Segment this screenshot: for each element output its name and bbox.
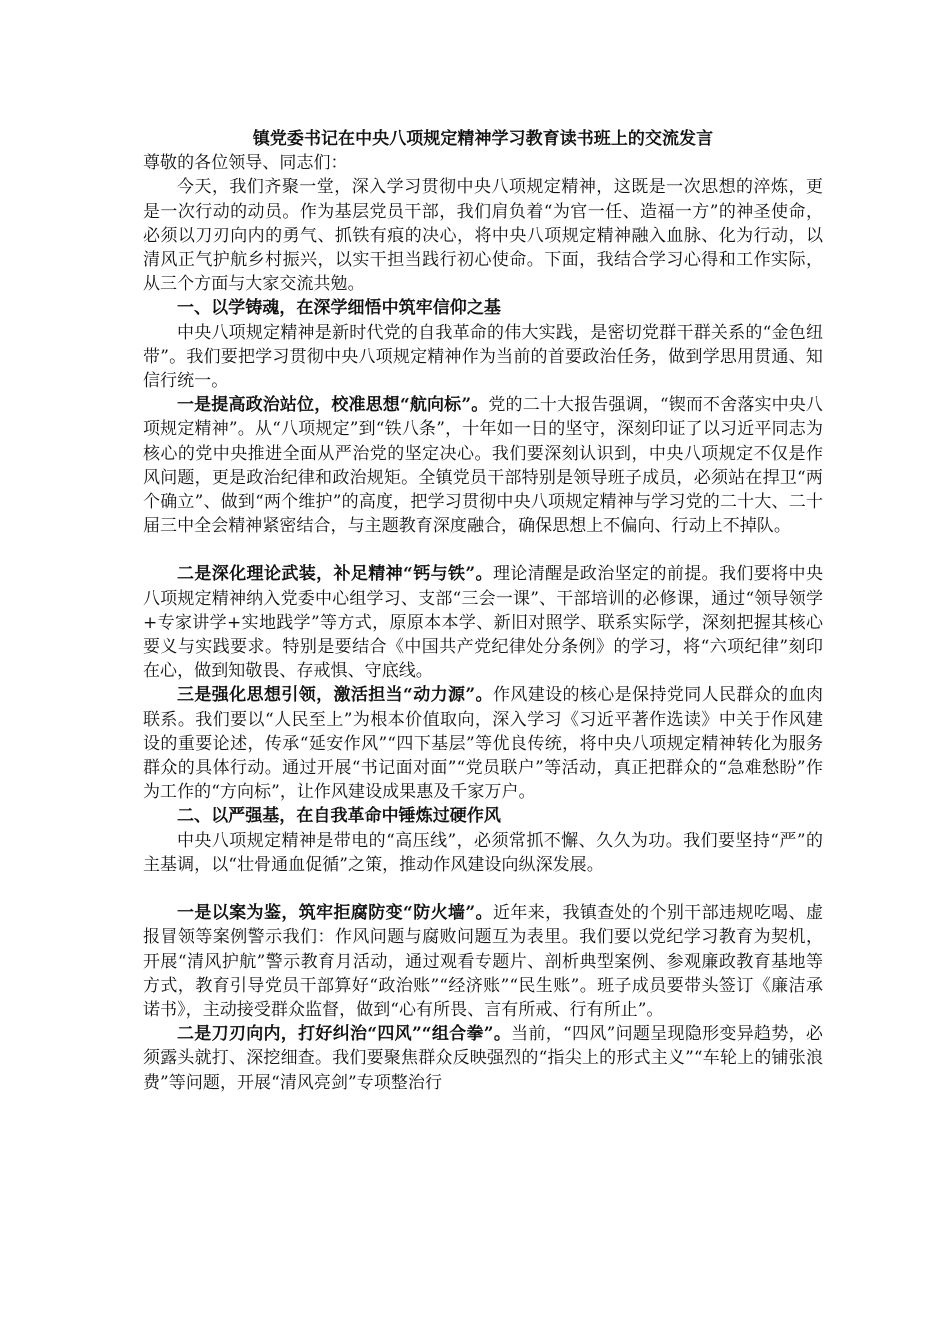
paragraph-5-lead: 二是刀刃向内，打好纠治“四风”“组合拳”。	[177, 1024, 512, 1045]
paragraph-4	[143, 901, 823, 1022]
paragraph-2	[143, 562, 823, 683]
paragraph-5-body: 当前，“四风”问题呈现隐形变异趋势，必须露头就打、深挖细查。我们要聚焦群众反映强烈的“指尖上的形式主义”“车轮上的铺张浪费”等问题，开展“清风亮剑”专项整治行	[143, 1024, 823, 1093]
paragraph-5	[143, 1022, 823, 1095]
document-page	[143, 127, 823, 1095]
document-title: 镇党委书记在中央八项规定精神学习教育读书班上的交流发言	[252, 129, 714, 149]
paragraph-1	[143, 393, 823, 538]
paragraph-1-lead: 一是提高政治站位，校准思想“航向标”。	[177, 395, 489, 416]
salutation: 尊敬的各位领导、同志们：	[143, 153, 348, 174]
paragraph-4-lead: 一是以案为鉴，筑牢拒腐防变“防火墙”。	[177, 903, 493, 924]
paragraph-3-body: 作风建设的核心是保持党同人民群众的血肉联系。我们要以“人民至上”为根本价值取向，深入学习《习近平著作选读》中关于作风建设的重要论述，传承“延安作风”“四下基层”等优良传统，将中央八项规定精神转化为服务群众的具体行动。通过开展“书记面对面”“党员联户”等活动，真正把群众的“急难愁盼”作为工作的“方向标”，让作风建设成果惠及千家万户。	[143, 685, 823, 803]
paragraph-3	[143, 683, 823, 804]
paragraph-gap	[143, 538, 823, 562]
intro-paragraph: 今天，我们齐聚一堂，深入学习贯彻中央八项规定精神，这既是一次思想的淬炼，更是一次行动的动员。作为基层党员干部，我们肩负着“为官一任、造福一方”的神圣使命，必须以刀刃向内的勇气、抓铁有痕的决心，将中央八项规定精神融入血脉、化为行动，以清风正气护航乡村振兴，以实干担当践行初心使命。下面，我结合学习心得和工作实际，从三个方面与大家交流共勉。	[143, 177, 823, 295]
paragraph-1-body: 党的二十大报告强调，“锲而不舍落实中央八项规定精神”。从“八项规定”到“铁八条”，十年如一日的坚守，深刻印证了以习近平同志为核心的党中央推进全面从严治党的坚定决心。我们要深刻认识到，中央八项规定不仅是作风问题，更是政治纪律和政治规矩。全镇党员干部特别是领导班子成员，必须站在捍卫“两个确立”、做到“两个维护”的高度，把学习贯彻中央八项规定精神与学习党的二十大、二十届三中全会精神紧密结合，与主题教育深度融合，确保思想上不偏向、行动上不掉队。	[143, 395, 823, 537]
section-1-intro: 中央八项规定精神是新时代党的自我革命的伟大实践，是密切党群干群关系的“金色纽带”。我们要把学习贯彻中央八项规定精神作为当前的首要政治任务，做到学思用贯通、知信行统一。	[143, 322, 823, 392]
paragraph-2-body: 理论清醒是政治坚定的前提。我们要将中央八项规定精神纳入党委中心组学习、支部“三会一课”、干部培训的必修课，通过“领导领学+专家讲学+实地践学”等方式，原原本本学、新旧对照学、联系实际学，深刻把握其核心要义与实践要求。特别是要结合《中国共产党纪律处分条例》的学习，将“六项纪律”刻印在心，做到知敬畏、存戒惧、守底线。	[143, 564, 823, 682]
paragraph-gap	[143, 877, 823, 901]
paragraph-2-lead: 二是深化理论武装，补足精神“钙与铁”。	[177, 564, 493, 585]
paragraph-4-body: 近年来，我镇查处的个别干部违规吃喝、虚报冒领等案例警示我们：作风问题与腐败问题互为表里。我们要以党纪学习教育为契机，开展“清风护航”警示教育月活动，通过观看专题片、剖析典型案例、参观廉政教育基地等方式，教育引导党员干部算好“政治账”“经济账”“民生账”。班子成员要带头签订《廉洁承诺书》，主动接受群众监督，做到“心有所畏、言有所戒、行有所止”。	[143, 903, 823, 1020]
section-1-heading: 一、以学铸魂，在深学细悟中筑牢信仰之基	[177, 298, 501, 319]
section-2-heading: 二、以严强基，在自我革命中锤炼过硬作风	[177, 806, 501, 827]
section-2-intro: 中央八项规定精神是带电的“高压线”，必须常抓不懈、久久为功。我们要坚持“严”的主基调，以“壮骨通血促循”之策，推动作风建设向纵深发展。	[143, 830, 823, 875]
paragraph-3-lead: 三是强化思想引领，激活担当“动力源”。	[177, 685, 493, 706]
